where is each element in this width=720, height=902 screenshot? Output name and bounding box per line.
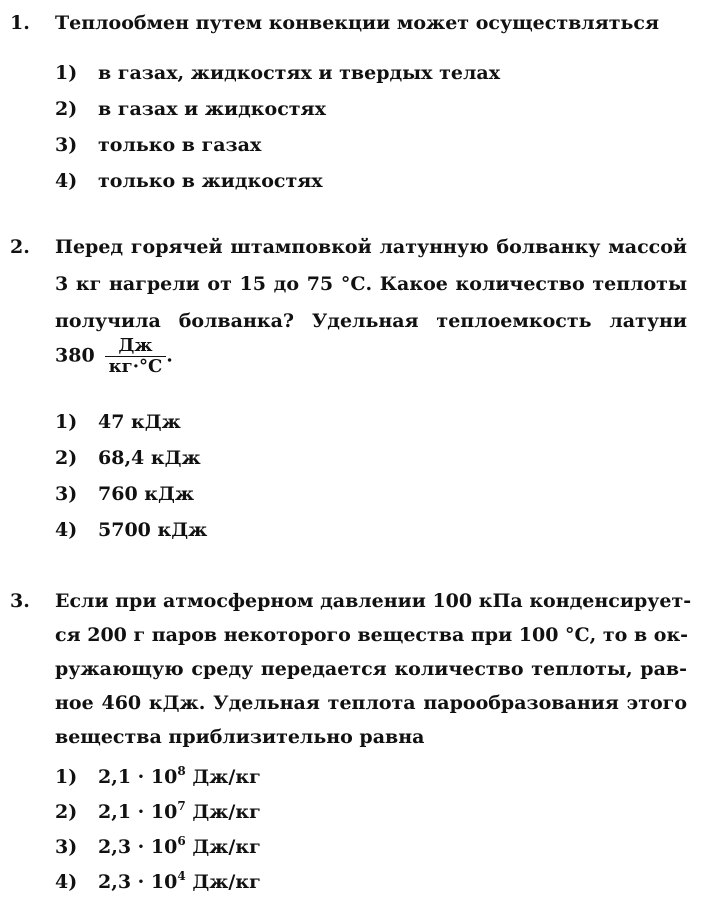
option-exponent: 4 — [177, 869, 186, 883]
option-mantissa: 2,3 · 10 — [98, 871, 178, 893]
option-mantissa: 2,1 · 10 — [98, 801, 178, 823]
option-number: 4) — [55, 170, 78, 192]
option-number: 3) — [55, 483, 78, 505]
unit-numerator: Дж — [105, 336, 167, 357]
option-number: 3) — [55, 134, 78, 156]
option-exponent: 6 — [177, 834, 186, 848]
option-number: 1) — [55, 766, 78, 788]
option-mantissa: 2,3 · 10 — [98, 836, 178, 858]
option-text — [98, 801, 261, 823]
option-text: в газах, жидкостях и твердых телах — [98, 62, 501, 84]
option-exponent: 7 — [177, 799, 186, 813]
option-number: 3) — [55, 836, 78, 858]
option-number: 2) — [55, 447, 78, 469]
question-line: ся 200 г паров некоторого вещества при 100 °С, то в ок- — [55, 624, 689, 646]
option-text: 760 кДж — [98, 483, 195, 505]
formula-end: . — [166, 344, 173, 367]
option-number: 4) — [55, 871, 78, 893]
option-text — [98, 871, 261, 893]
option-text — [98, 766, 261, 788]
option-mantissa: 2,1 · 10 — [98, 766, 178, 788]
option-text: 5700 кДж — [98, 519, 208, 541]
option-number: 2) — [55, 98, 78, 120]
question-line: Если при атмосферном давлении 100 кПа конденсирует- — [55, 590, 692, 612]
option-text: 47 кДж — [98, 411, 181, 433]
option-unit: Дж/кг — [192, 766, 261, 788]
unit-denominator: кг·°С — [108, 355, 163, 377]
question-number: 3. — [10, 590, 30, 612]
option-unit: Дж/кг — [192, 836, 261, 858]
option-exponent: 8 — [177, 764, 186, 778]
option-number: 1) — [55, 411, 78, 433]
option-text: в газах и жидкостях — [98, 98, 326, 120]
question-number: 1. — [10, 12, 30, 34]
option-number: 4) — [55, 519, 78, 541]
formula-value: 380 — [55, 344, 95, 367]
option-number: 1) — [55, 62, 78, 84]
formula-line — [55, 336, 173, 377]
question-line: Перед горячей штамповкой латунную болванку массой — [55, 236, 687, 258]
question-line: ное 460 кДж. Удельная теплота парообразования этого — [55, 692, 687, 714]
option-text: только в газах — [98, 134, 262, 156]
unit-fraction — [105, 336, 167, 377]
option-text: 68,4 кДж — [98, 447, 201, 469]
question-line: вещества приблизительно равна — [55, 726, 425, 748]
option-text — [98, 836, 261, 858]
question-line: ружающую среду передается количество теплоты, рав- — [55, 658, 687, 680]
question-line: получила болванка? Удельная теплоемкость латуни — [55, 310, 687, 332]
option-unit: Дж/кг — [192, 801, 261, 823]
option-text: только в жидкостях — [98, 170, 323, 192]
option-number: 2) — [55, 801, 78, 823]
option-unit: Дж/кг — [192, 871, 261, 893]
question-text: Теплообмен путем конвекции может осуществляться — [55, 12, 660, 34]
question-line: 3 кг нагрели от 15 до 75 °С. Какое количество теплоты — [55, 273, 687, 295]
question-number: 2. — [10, 236, 30, 258]
